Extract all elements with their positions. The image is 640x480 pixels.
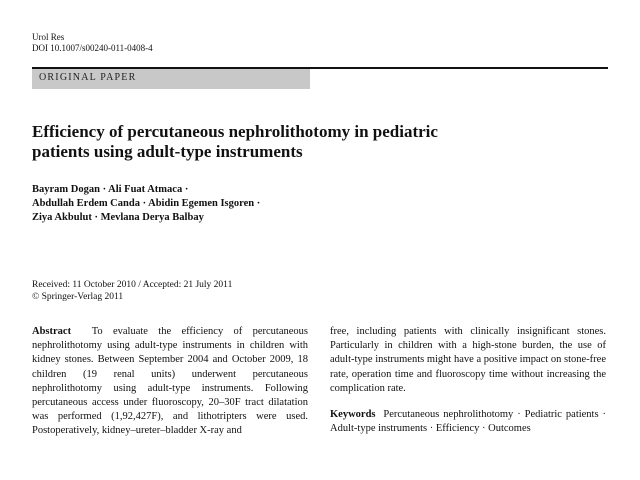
article-type-label: ORIGINAL PAPER (39, 72, 137, 83)
journal-doi: DOI 10.1007/s00240-011-0408-4 (32, 43, 153, 53)
abstract-text-right: free, including patients with clinically insignificant stones. Particularly in children with a high-stone burden, the use of adult-type instruments might have a positive impact on stone-free rate, operation time and fluoroscopy time without increasing the complication rate. (330, 326, 606, 394)
abstract-text-left: To evaluate the efficiency of percutaneous nephrolithotomy using adult-type instruments in children with kidney stones. Between September 2004 and October 2009, 18 children (19 renal units) underwent percutaneous nephrolithotomy using adult-type instruments. Following percutaneous access under fluoroscopy, 20–30F tract dilatation was performed (1,92,427F), and lithotripters were used. Postoperatively, kidney–ureter–bladder X-ray and (32, 326, 308, 437)
keywords-block (330, 408, 606, 436)
journal-name: Urol Res (32, 32, 65, 42)
paper-title-line-2: patients using adult-type instruments (32, 142, 303, 161)
page-cutoff (0, 442, 640, 480)
journal-header (32, 32, 153, 54)
author-line: Ziya Akbulut · Mevlana Derya Balbay (32, 212, 204, 223)
author-line: Abdullah Erdem Canda · Abidin Egemen Isgoren · (32, 198, 261, 209)
publication-dates (32, 280, 232, 303)
paper-title-line-1: Efficiency of percutaneous nephrolithotomy in pediatric (32, 122, 438, 141)
author-line: Bayram Dogan · Ali Fuat Atmaca · (32, 184, 189, 195)
abstract-label: Abstract (32, 326, 72, 337)
article-type-banner (32, 69, 310, 89)
paper-title (32, 122, 552, 162)
keywords-text: Percutaneous nephrolithotomy · Pediatric patients · Adult-type instruments · Efficiency · Outcomes (330, 409, 606, 435)
received-accepted-dates: Received: 11 October 2010 / Accepted: 21 July 2011 (32, 280, 233, 290)
keywords-label: Keywords (330, 409, 376, 421)
abstract-column-left (32, 325, 308, 451)
author-list (32, 183, 260, 225)
copyright-notice: © Springer-Verlag 2011 (32, 291, 124, 302)
abstract-column-right (330, 325, 606, 436)
